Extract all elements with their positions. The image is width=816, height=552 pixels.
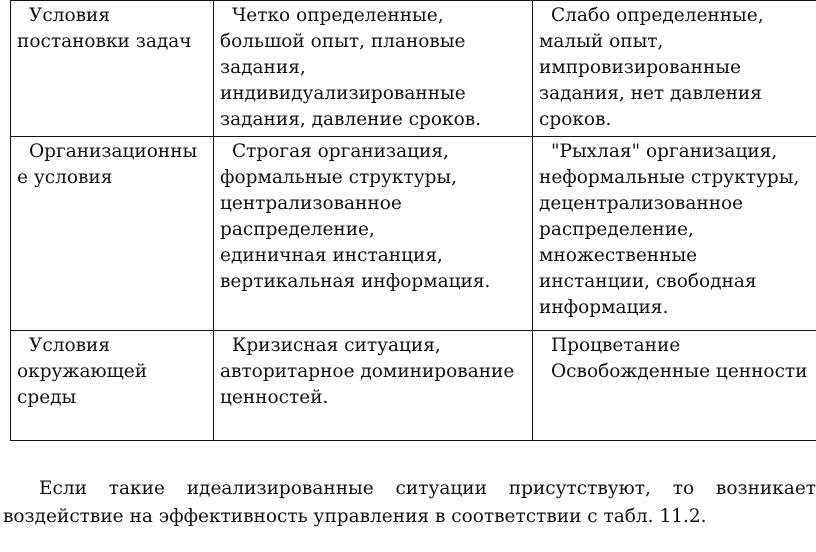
cell-text-line: вертикальная информация. [220, 271, 491, 292]
cell-text-line: индивидуализированные [220, 83, 466, 104]
cell-text-line: сроков. [539, 109, 612, 130]
row-label-line: Условия [29, 335, 111, 356]
row-label-cell [11, 331, 214, 441]
undefined-situation-cell [533, 137, 816, 331]
table-row-task-conditions [11, 1, 816, 137]
row-label-line: е условия [17, 167, 113, 188]
cell-text-line: информация. [539, 297, 669, 318]
row-label-line: окружающей [17, 361, 148, 382]
cell-text-line: задания, давление сроков. [220, 109, 481, 130]
row-label-line: Условия [29, 5, 111, 26]
cell-text-line: задания, [220, 57, 306, 78]
cell-text-line: распределение, [220, 219, 375, 240]
cell-text-line: Процветание [551, 335, 681, 356]
cell-text-line: Четко определенные, [232, 5, 444, 26]
undefined-situation-cell [533, 1, 816, 137]
row-label-cell [11, 1, 214, 137]
row-label-line: Организационны [29, 141, 198, 162]
cell-text-line: Кризисная ситуация, [232, 335, 441, 356]
cell-text-line: неформальные структуры, [539, 167, 800, 188]
cell-text-line: задания, нет давления [539, 83, 762, 104]
cell-text-line: авторитарное доминирование [220, 361, 515, 382]
cell-text-line: "Рыхлая" организация, [551, 141, 778, 162]
cell-text-line: единичная инстанция, [220, 245, 443, 266]
defined-situation-cell [214, 1, 533, 137]
cell-text-line: импровизированные [539, 57, 741, 78]
cell-text-line: большой опыт, плановые [220, 31, 466, 52]
paragraph-line: Если такие идеализированные ситуации присутствуют, то возникает [39, 478, 816, 499]
row-label-cell [11, 137, 214, 331]
defined-situation-cell [214, 331, 533, 441]
cell-text-line: множественные [539, 245, 698, 266]
paragraph-line: воздействие на эффективность управления в соответствии с табл. 11.2. [3, 506, 707, 527]
cell-text-line: формальные структуры, [220, 167, 458, 188]
cell-text-line: распределение, [539, 219, 694, 240]
cell-text-line: малый опыт, [539, 31, 664, 52]
body-paragraph [3, 475, 816, 531]
cell-text-line: ценностей. [220, 387, 329, 408]
comparison-table [10, 0, 816, 441]
defined-situation-cell [214, 137, 533, 331]
row-label-line: среды [17, 387, 77, 408]
cell-text-line: инстанции, свободная [539, 271, 757, 292]
cell-text-line: децентрализованное [539, 193, 744, 214]
cell-text-line: Строгая организация, [232, 141, 449, 162]
table-row-environment-conditions [11, 331, 816, 441]
cell-text-line: Слабо определенные, [551, 5, 764, 26]
cell-text-line: Освобожденные ценности [551, 361, 808, 382]
table-row-organizational-conditions [11, 137, 816, 331]
cell-text-line: централизованное [220, 193, 402, 214]
undefined-situation-cell [533, 331, 816, 441]
row-label-line: постановки задач [17, 31, 192, 52]
